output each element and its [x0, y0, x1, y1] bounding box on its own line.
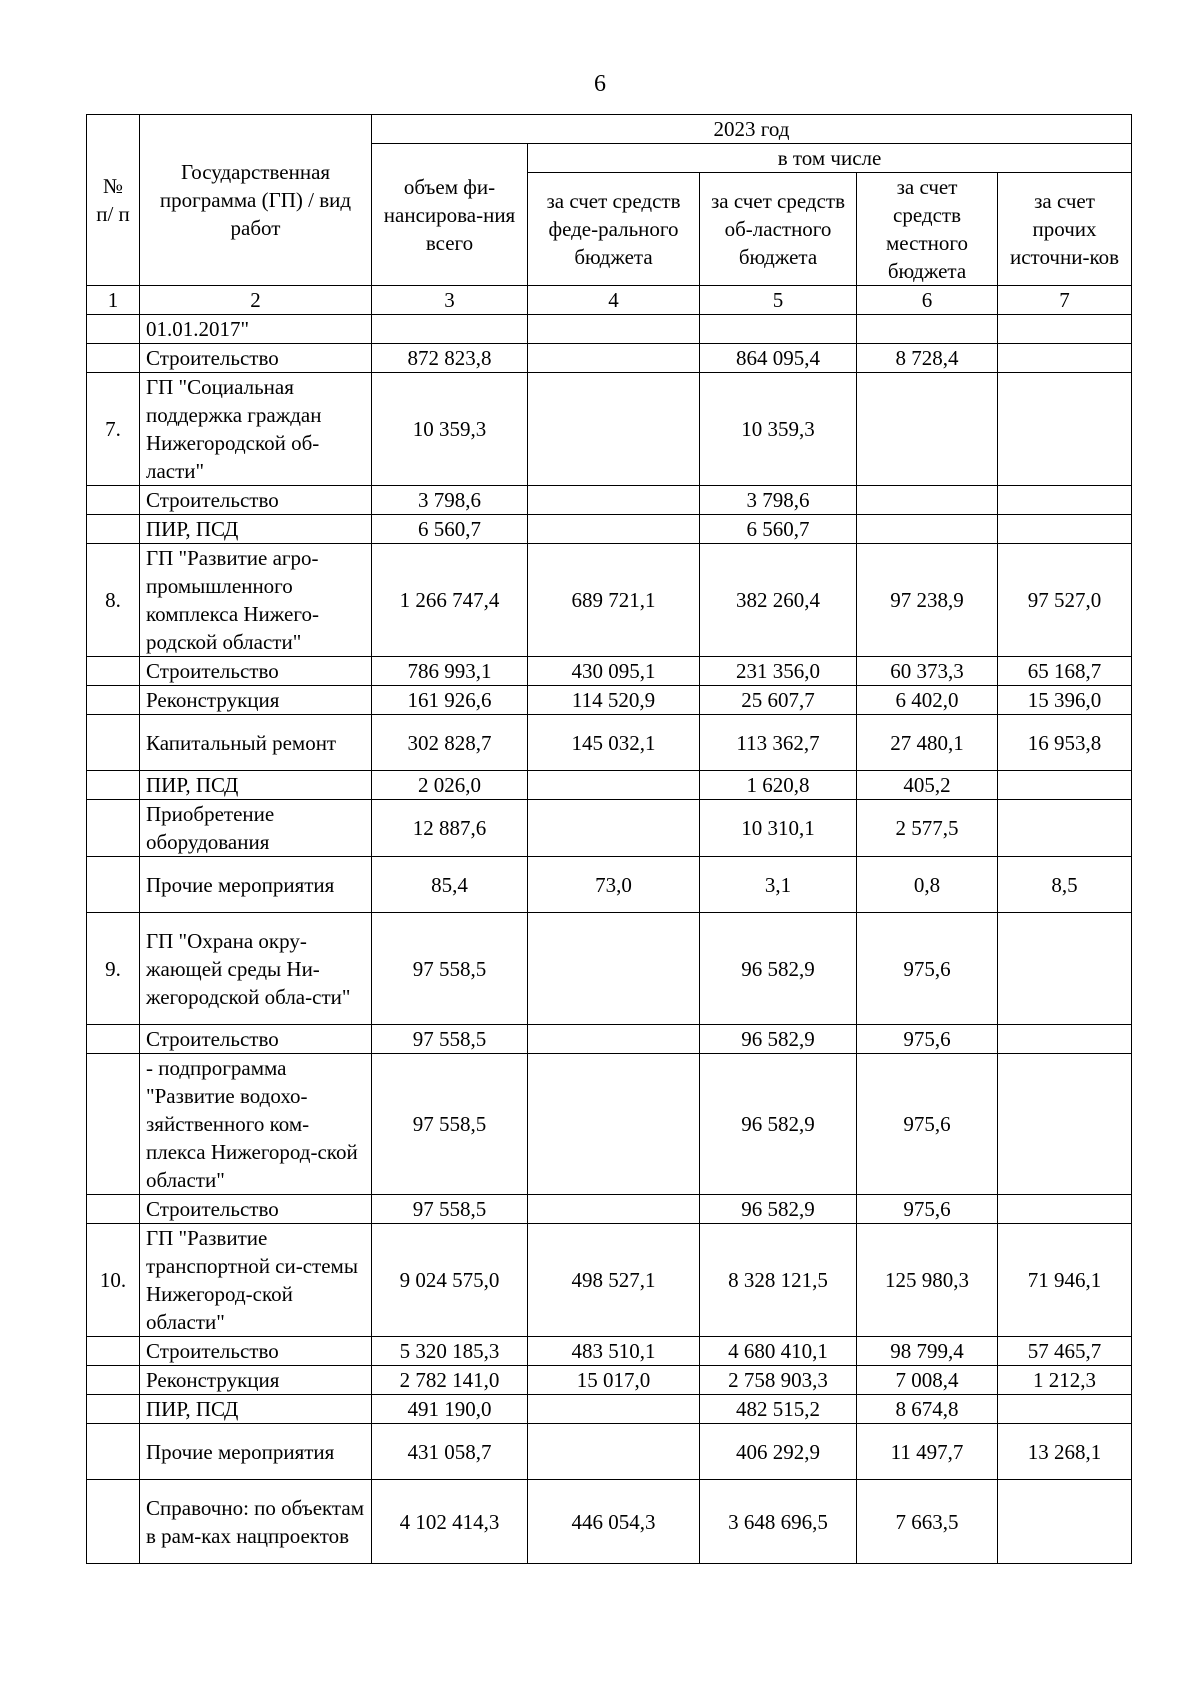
row-name: Прочие мероприятия — [140, 857, 372, 913]
row-name: Реконструкция — [140, 686, 372, 715]
cell-regional: 3 648 696,5 — [700, 1480, 857, 1564]
cell-local: 98 799,4 — [857, 1337, 998, 1366]
cell-total: 2 026,0 — [372, 771, 528, 800]
cell-regional: 8 328 121,5 — [700, 1224, 857, 1337]
header-col-total: объем фи-нансирова-ния всего — [372, 144, 528, 286]
cell-federal: 446 054,3 — [528, 1480, 700, 1564]
header-col-local: за счет средств местного бюджета — [857, 173, 998, 286]
cell-regional: 3,1 — [700, 857, 857, 913]
row-name: Строительство — [140, 1337, 372, 1366]
row-number — [87, 344, 140, 373]
table-row — [87, 686, 1132, 715]
cell-federal — [528, 800, 700, 857]
row-number — [87, 515, 140, 544]
cell-local: 97 238,9 — [857, 544, 998, 657]
cell-federal: 483 510,1 — [528, 1337, 700, 1366]
row-number — [87, 486, 140, 515]
row-number — [87, 315, 140, 344]
cell-total — [372, 315, 528, 344]
cell-local: 2 577,5 — [857, 800, 998, 857]
table-row — [87, 771, 1132, 800]
cell-federal — [528, 344, 700, 373]
cell-regional: 113 362,7 — [700, 715, 857, 771]
table-row — [87, 1424, 1132, 1480]
cell-total: 161 926,6 — [372, 686, 528, 715]
row-name: - подпрограмма "Развитие водохо-зяйственного ком-плекса Нижегород-ской области" — [140, 1054, 372, 1195]
header-year: 2023 год — [372, 115, 1132, 144]
cell-federal: 145 032,1 — [528, 715, 700, 771]
cell-federal: 15 017,0 — [528, 1366, 700, 1395]
cell-local: 11 497,7 — [857, 1424, 998, 1480]
cell-other — [998, 913, 1132, 1025]
column-number: 2 — [140, 286, 372, 315]
cell-regional: 25 607,7 — [700, 686, 857, 715]
cell-local: 975,6 — [857, 1054, 998, 1195]
cell-regional: 482 515,2 — [700, 1395, 857, 1424]
row-number — [87, 1395, 140, 1424]
table-row — [87, 1395, 1132, 1424]
cell-local — [857, 373, 998, 486]
header-col-program: Государственная программа (ГП) / вид работ — [140, 115, 372, 286]
cell-total: 9 024 575,0 — [372, 1224, 528, 1337]
cell-other — [998, 1054, 1132, 1195]
cell-local: 975,6 — [857, 1025, 998, 1054]
cell-other — [998, 1195, 1132, 1224]
header-col-no: № п/ п — [87, 115, 140, 286]
row-number — [87, 800, 140, 857]
column-number: 6 — [857, 286, 998, 315]
row-number — [87, 857, 140, 913]
cell-other — [998, 1025, 1132, 1054]
row-name: Строительство — [140, 344, 372, 373]
cell-total: 85,4 — [372, 857, 528, 913]
cell-total: 5 320 185,3 — [372, 1337, 528, 1366]
header-col-other: за счет прочих источни-ков — [998, 173, 1132, 286]
cell-other: 65 168,7 — [998, 657, 1132, 686]
row-name: ПИР, ПСД — [140, 771, 372, 800]
table-row — [87, 344, 1132, 373]
column-number-row — [87, 286, 1132, 315]
table-row — [87, 486, 1132, 515]
cell-federal: 73,0 — [528, 857, 700, 913]
cell-regional: 406 292,9 — [700, 1424, 857, 1480]
cell-local: 405,2 — [857, 771, 998, 800]
cell-regional: 10 359,3 — [700, 373, 857, 486]
column-number: 3 — [372, 286, 528, 315]
cell-total: 97 558,5 — [372, 1195, 528, 1224]
cell-other — [998, 486, 1132, 515]
cell-total: 872 823,8 — [372, 344, 528, 373]
row-name: ГП "Развитие агро-промышленного комплекса Нижего-родской области" — [140, 544, 372, 657]
cell-regional: 3 798,6 — [700, 486, 857, 515]
cell-local: 125 980,3 — [857, 1224, 998, 1337]
header-col-regional: за счет средств об-ластного бюджета — [700, 173, 857, 286]
cell-total: 97 558,5 — [372, 913, 528, 1025]
row-name: ГП "Социальная поддержка граждан Нижегородской об-ласти" — [140, 373, 372, 486]
cell-local: 975,6 — [857, 913, 998, 1025]
row-number: 8. — [87, 544, 140, 657]
cell-total: 786 993,1 — [372, 657, 528, 686]
table-row — [87, 857, 1132, 913]
row-number: 9. — [87, 913, 140, 1025]
cell-local — [857, 515, 998, 544]
cell-regional: 864 095,4 — [700, 344, 857, 373]
table-row — [87, 1025, 1132, 1054]
cell-total: 491 190,0 — [372, 1395, 528, 1424]
table-row — [87, 1337, 1132, 1366]
cell-local: 7 008,4 — [857, 1366, 998, 1395]
cell-regional: 96 582,9 — [700, 1054, 857, 1195]
cell-total: 10 359,3 — [372, 373, 528, 486]
row-number — [87, 1480, 140, 1564]
row-name: ГП "Охрана окру-жающей среды Ни-жегородской обла-сти" — [140, 913, 372, 1025]
cell-other: 1 212,3 — [998, 1366, 1132, 1395]
cell-other: 16 953,8 — [998, 715, 1132, 771]
table-row — [87, 1480, 1132, 1564]
cell-other — [998, 344, 1132, 373]
cell-total: 4 102 414,3 — [372, 1480, 528, 1564]
cell-regional: 231 356,0 — [700, 657, 857, 686]
table-row — [87, 373, 1132, 486]
cell-total: 97 558,5 — [372, 1025, 528, 1054]
cell-total: 431 058,7 — [372, 1424, 528, 1480]
cell-other — [998, 800, 1132, 857]
row-name: ГП "Развитие транспортной си-стемы Нижегород-ской области" — [140, 1224, 372, 1337]
row-name: ПИР, ПСД — [140, 1395, 372, 1424]
table-row — [87, 715, 1132, 771]
row-name: 01.01.2017" — [140, 315, 372, 344]
cell-regional: 96 582,9 — [700, 1195, 857, 1224]
row-number: 10. — [87, 1224, 140, 1337]
column-number: 1 — [87, 286, 140, 315]
row-number — [87, 657, 140, 686]
row-number — [87, 715, 140, 771]
cell-other: 8,5 — [998, 857, 1132, 913]
row-name: Строительство — [140, 486, 372, 515]
cell-local: 975,6 — [857, 1195, 998, 1224]
cell-local: 60 373,3 — [857, 657, 998, 686]
row-number — [87, 1337, 140, 1366]
cell-federal — [528, 1424, 700, 1480]
column-number: 5 — [700, 286, 857, 315]
cell-regional: 6 560,7 — [700, 515, 857, 544]
cell-total: 3 798,6 — [372, 486, 528, 515]
row-number — [87, 1195, 140, 1224]
cell-federal — [528, 1025, 700, 1054]
row-number: 7. — [87, 373, 140, 486]
cell-federal: 498 527,1 — [528, 1224, 700, 1337]
column-number: 7 — [998, 286, 1132, 315]
cell-other — [998, 515, 1132, 544]
cell-regional: 96 582,9 — [700, 1025, 857, 1054]
cell-other — [998, 1395, 1132, 1424]
cell-local: 27 480,1 — [857, 715, 998, 771]
row-name: Справочно: по объектам в рам-ках нацпроектов — [140, 1480, 372, 1564]
row-number — [87, 1366, 140, 1395]
row-name: Строительство — [140, 1025, 372, 1054]
cell-federal — [528, 486, 700, 515]
cell-total: 97 558,5 — [372, 1054, 528, 1195]
cell-local: 0,8 — [857, 857, 998, 913]
cell-other: 15 396,0 — [998, 686, 1132, 715]
cell-total: 6 560,7 — [372, 515, 528, 544]
cell-regional: 4 680 410,1 — [700, 1337, 857, 1366]
table-row — [87, 1195, 1132, 1224]
cell-local: 6 402,0 — [857, 686, 998, 715]
table-row — [87, 1224, 1132, 1337]
page-number: 6 — [594, 71, 606, 97]
cell-local: 7 663,5 — [857, 1480, 998, 1564]
cell-federal — [528, 315, 700, 344]
cell-regional: 382 260,4 — [700, 544, 857, 657]
header-including: в том числе — [528, 144, 1132, 173]
cell-total: 2 782 141,0 — [372, 1366, 528, 1395]
table-row — [87, 515, 1132, 544]
row-number — [87, 1054, 140, 1195]
table-row — [87, 1054, 1132, 1195]
cell-total: 302 828,7 — [372, 715, 528, 771]
table-row — [87, 544, 1132, 657]
row-name: Строительство — [140, 657, 372, 686]
cell-federal: 689 721,1 — [528, 544, 700, 657]
cell-other — [998, 771, 1132, 800]
row-name: Капитальный ремонт — [140, 715, 372, 771]
table-row — [87, 913, 1132, 1025]
cell-other — [998, 373, 1132, 486]
row-name: Прочие мероприятия — [140, 1424, 372, 1480]
row-name: ПИР, ПСД — [140, 515, 372, 544]
cell-regional — [700, 315, 857, 344]
cell-local — [857, 315, 998, 344]
row-number — [87, 771, 140, 800]
cell-federal: 430 095,1 — [528, 657, 700, 686]
header-col-federal: за счет средств феде-рального бюджета — [528, 173, 700, 286]
row-number — [87, 1424, 140, 1480]
row-name: Реконструкция — [140, 1366, 372, 1395]
row-name: Приобретение оборудования — [140, 800, 372, 857]
cell-federal — [528, 515, 700, 544]
cell-local — [857, 486, 998, 515]
cell-local: 8 674,8 — [857, 1395, 998, 1424]
budget-table — [86, 114, 1132, 1564]
cell-total: 1 266 747,4 — [372, 544, 528, 657]
cell-other — [998, 315, 1132, 344]
row-name: Строительство — [140, 1195, 372, 1224]
cell-regional: 1 620,8 — [700, 771, 857, 800]
cell-federal — [528, 373, 700, 486]
table-row — [87, 800, 1132, 857]
cell-regional: 2 758 903,3 — [700, 1366, 857, 1395]
column-number: 4 — [528, 286, 700, 315]
row-number — [87, 686, 140, 715]
cell-federal — [528, 1054, 700, 1195]
cell-federal — [528, 1395, 700, 1424]
cell-regional: 10 310,1 — [700, 800, 857, 857]
cell-federal — [528, 771, 700, 800]
cell-federal: 114 520,9 — [528, 686, 700, 715]
table-row — [87, 1366, 1132, 1395]
table-row — [87, 657, 1132, 686]
table-row — [87, 315, 1132, 344]
cell-other: 71 946,1 — [998, 1224, 1132, 1337]
cell-federal — [528, 1195, 700, 1224]
cell-regional: 96 582,9 — [700, 913, 857, 1025]
cell-other: 57 465,7 — [998, 1337, 1132, 1366]
cell-other: 97 527,0 — [998, 544, 1132, 657]
cell-federal — [528, 913, 700, 1025]
cell-total: 12 887,6 — [372, 800, 528, 857]
cell-other — [998, 1480, 1132, 1564]
row-number — [87, 1025, 140, 1054]
cell-other: 13 268,1 — [998, 1424, 1132, 1480]
cell-local: 8 728,4 — [857, 344, 998, 373]
